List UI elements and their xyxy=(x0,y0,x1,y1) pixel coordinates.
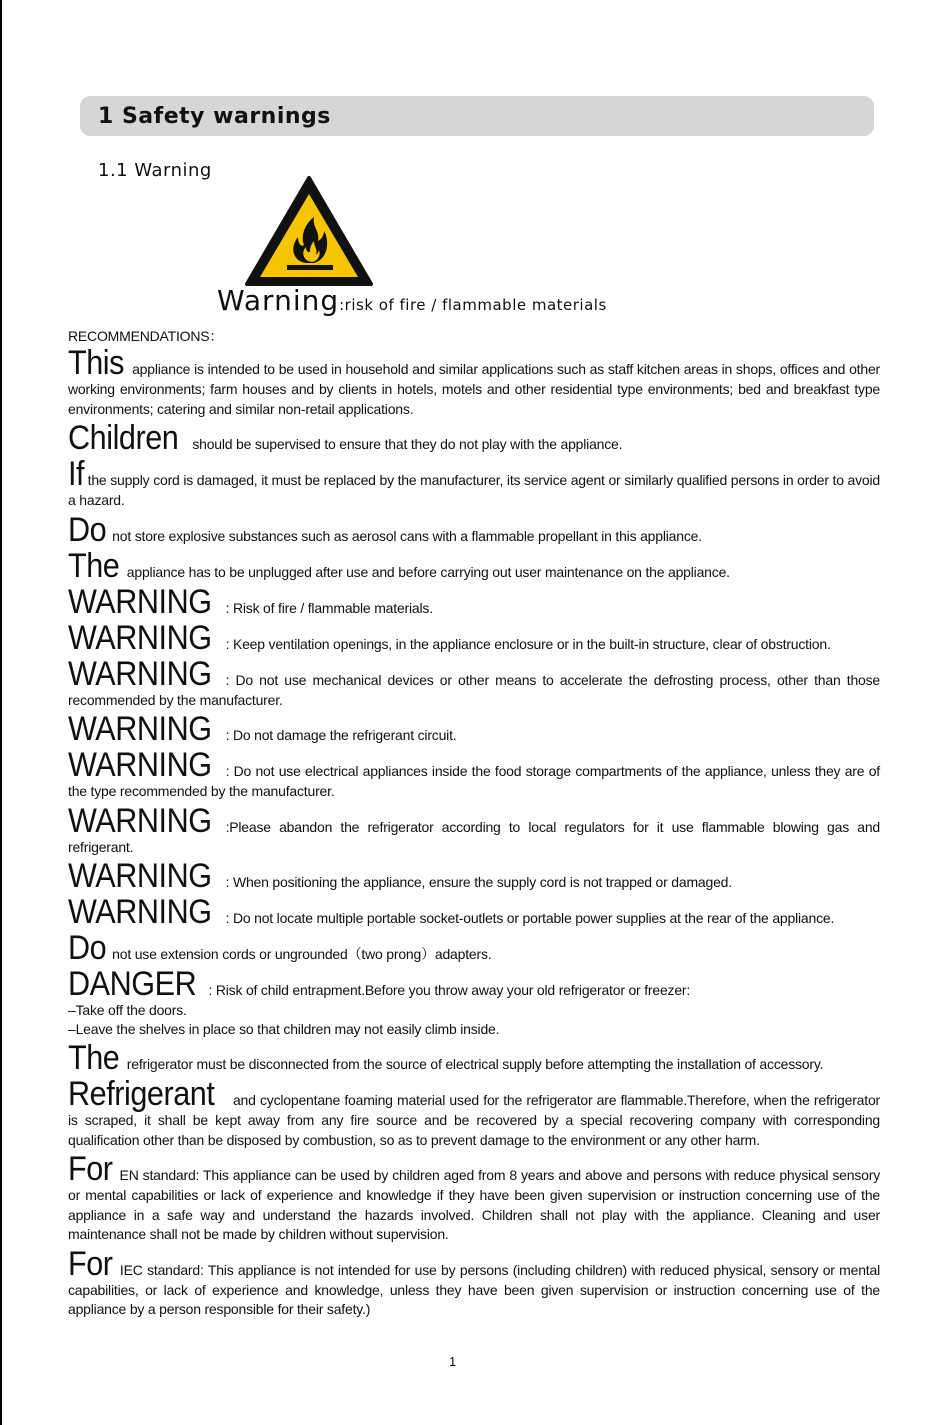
recommendations-label: RECOMMENDATIONS： xyxy=(68,328,224,344)
warning-refrigerant-circuit xyxy=(68,712,880,746)
paragraph-text: : Do not damage the refrigerant circuit. xyxy=(225,727,457,743)
paragraph-text: : Do not use mechanical devices or other means to accelerate the defrosting process, other than those recommended by the manufacturer. xyxy=(68,671,880,708)
paragraph-text: : Do not locate multiple portable socket-outlets or portable power supplies at the rear of the appliance. xyxy=(225,910,835,926)
paragraph-text: appliance is intended to be used in household and similar applications such as staff kitchen areas in shops, offices and other working environments; farm houses and by clients in hotels, motels and other residential type environments; bed and breakfast type environments; catering and similar non-retail applications. xyxy=(68,361,880,417)
page-left-border xyxy=(0,0,2,1425)
paragraph-text: : Risk of fire / flammable materials. xyxy=(225,599,433,616)
lead-word: For xyxy=(68,1244,113,1283)
lead-word: DANGER xyxy=(68,965,197,1003)
paragraph-text: the supply cord is damaged, it must be replaced by the manufacturer, its service agent or similarly qualified persons in order to avoid a hazard. xyxy=(68,472,880,508)
lead-word: The xyxy=(68,1039,120,1077)
paragraph-text: and cyclopentane foaming material used for the refrigerator are flammable.Therefore, when the refrigerator is scraped, it shall be kept away from any fire source and be recovered by a special recovering company with corresponding qualification other than be disposed by combustion, so as to prevent damage to the environment or any other harm. xyxy=(68,1092,880,1148)
list-item: –Leave the shelves in place so that children may not easily climb inside. xyxy=(68,1021,500,1037)
safety-paragraphs xyxy=(68,340,880,1320)
paragraph-text: not store explosive substances such as aerosol cans with a flammable propellant in this appliance. xyxy=(108,527,702,544)
lead-word: The xyxy=(68,546,120,585)
warning-defrosting xyxy=(68,654,880,711)
paragraph-intended-use xyxy=(68,346,880,419)
subsection-title: 1.1 Warning xyxy=(98,160,212,181)
paragraph-text: should be supervised to ensure that they do not play with the appliance. xyxy=(188,436,623,452)
paragraph-text: IEC standard: This appliance is not intended for use by persons (including children) with reduced physical, sensory or mental capabilities, or lack of experience and knowledge, unless they have been given supervision or instruction concerning use of the appliance by a person responsible for their safety.) xyxy=(68,1261,880,1317)
section-title: 1 Safety warnings xyxy=(98,104,331,129)
paragraph-extension-cords xyxy=(68,931,880,965)
warning-electrical-appliances xyxy=(68,748,880,802)
lead-word: Do xyxy=(68,929,107,967)
lead-word: WARNING xyxy=(68,857,212,895)
warning-fire-risk xyxy=(68,582,880,621)
paragraph-children xyxy=(68,421,880,455)
caption-risk-text: :risk of fire / flammable materials xyxy=(339,296,607,314)
paragraph-text: : Do not use electrical appliances inside the food storage compartments of the appliance, unless they are of the type recommended by the manufacturer. xyxy=(68,763,880,799)
paragraph-unplug xyxy=(68,546,880,585)
paragraph-refrigerant-disposal xyxy=(68,1077,880,1150)
lead-word: WARNING xyxy=(68,746,212,784)
warning-sign-caption xyxy=(217,284,607,317)
paragraph-text: not use extension cords or ungrounded（two prong）adapters. xyxy=(108,946,492,962)
warning-socket-outlets xyxy=(68,895,880,929)
lead-word: WARNING xyxy=(68,582,212,621)
paragraph-disconnect xyxy=(68,1041,880,1075)
paragraph-text: EN standard: This appliance can be used by children aged from 8 years and above and persons with reduce physical sensory or mental capabilities or lack of experience and knowledge if they have been given supervision or instruction concerning use of the appliance in a safe way and understand the hazards involved. Children shall not play with the appliance. Cleaning and user maintenance shall not be made by children without supervision. xyxy=(68,1167,880,1242)
warning-ventilation xyxy=(68,618,880,657)
paragraph-iec-standard xyxy=(68,1244,880,1320)
danger-child-entrapment xyxy=(68,967,880,1001)
lead-word: WARNING xyxy=(68,893,212,931)
paragraph-text: appliance has to be unplugged after use and before carrying out user maintenance on the appliance. xyxy=(123,563,730,580)
paragraph-en-standard xyxy=(68,1152,880,1245)
caption-warning-word: Warning xyxy=(217,284,340,317)
paragraph-text: : Keep ventilation openings, in the appliance enclosure or in the built-in structure, clear of obstruction. xyxy=(225,635,831,652)
page-number: 1 xyxy=(449,1354,457,1369)
lead-word: Refrigerant xyxy=(68,1075,215,1113)
warning-positioning xyxy=(68,859,880,893)
lead-word: This xyxy=(68,344,125,382)
paragraph-explosives xyxy=(68,510,880,549)
lead-word: For xyxy=(68,1150,113,1188)
section-header xyxy=(80,96,874,136)
warning-disposal xyxy=(68,801,880,858)
lead-word: WARNING xyxy=(68,654,212,693)
lead-word: Do xyxy=(68,510,107,549)
lead-word: WARNING xyxy=(68,710,212,748)
lead-word: If xyxy=(68,455,85,493)
list-item: –Take off the doors. xyxy=(68,1002,187,1018)
paragraph-text: : Risk of child entrapment.Before you throw away your old refrigerator or freezer: xyxy=(208,982,691,998)
paragraph-text: : When positioning the appliance, ensure the supply cord is not trapped or damaged. xyxy=(225,874,732,890)
lead-word: WARNING xyxy=(68,801,212,840)
paragraph-text: :Please abandon the refrigerator according to local regulators for it use flammable blowing gas and refrigerant. xyxy=(68,818,880,855)
lead-word: WARNING xyxy=(68,618,212,657)
lead-word: Children xyxy=(68,419,179,457)
flammable-warning-icon xyxy=(244,175,374,287)
paragraph-supply-cord xyxy=(68,457,880,511)
paragraph-text: refrigerator must be disconnected from the source of electrical supply before attempting the installation of accessory. xyxy=(123,1056,824,1072)
